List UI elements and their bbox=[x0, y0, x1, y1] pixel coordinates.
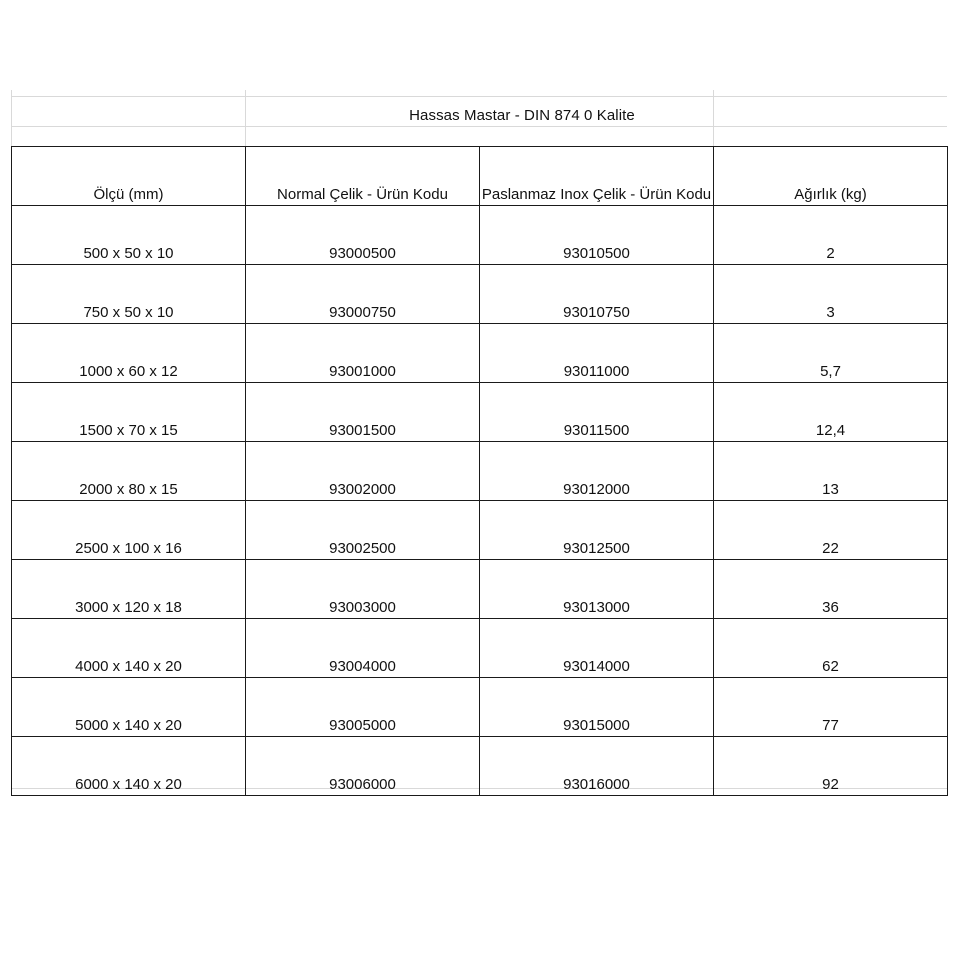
cell-normal-steel-code: 93003000 bbox=[246, 560, 480, 619]
cell-stainless-steel-code: 93010750 bbox=[480, 265, 714, 324]
cell-stainless-steel-code: 93016000 bbox=[480, 737, 714, 796]
cell-size: 3000 x 120 x 18 bbox=[12, 560, 246, 619]
sheet-gridline bbox=[11, 126, 947, 127]
table-row bbox=[12, 560, 948, 619]
header-normal-steel-code: Normal Çelik - Ürün Kodu bbox=[246, 147, 480, 206]
sheet-gridline bbox=[11, 90, 12, 146]
table-row bbox=[12, 383, 948, 442]
cell-normal-steel-code: 93002500 bbox=[246, 501, 480, 560]
cell-size: 500 x 50 x 10 bbox=[12, 206, 246, 265]
table-row bbox=[12, 501, 948, 560]
cell-normal-steel-code: 93002000 bbox=[246, 442, 480, 501]
table-row bbox=[12, 678, 948, 737]
table-row bbox=[12, 619, 948, 678]
cell-size: 5000 x 140 x 20 bbox=[12, 678, 246, 737]
cell-stainless-steel-code: 93010500 bbox=[480, 206, 714, 265]
table-row bbox=[12, 265, 948, 324]
table-row bbox=[12, 737, 948, 796]
cell-weight: 77 bbox=[714, 678, 948, 737]
cell-stainless-steel-code: 93012000 bbox=[480, 442, 714, 501]
cell-normal-steel-code: 93000500 bbox=[246, 206, 480, 265]
cell-normal-steel-code: 93006000 bbox=[246, 737, 480, 796]
cell-stainless-steel-code: 93012500 bbox=[480, 501, 714, 560]
cell-weight: 36 bbox=[714, 560, 948, 619]
product-spec-table bbox=[11, 146, 948, 796]
cell-stainless-steel-code: 93011500 bbox=[480, 383, 714, 442]
cell-weight: 12,4 bbox=[714, 383, 948, 442]
cell-size: 1000 x 60 x 12 bbox=[12, 324, 246, 383]
cell-stainless-steel-code: 93011000 bbox=[480, 324, 714, 383]
sheet-gridline bbox=[11, 96, 947, 97]
cell-weight: 2 bbox=[714, 206, 948, 265]
header-stainless-steel-code: Paslanmaz Inox Çelik - Ürün Kodu bbox=[480, 147, 714, 206]
cell-weight: 5,7 bbox=[714, 324, 948, 383]
table-row bbox=[12, 206, 948, 265]
cell-normal-steel-code: 93000750 bbox=[246, 265, 480, 324]
cell-size: 2500 x 100 x 16 bbox=[12, 501, 246, 560]
table-row bbox=[12, 442, 948, 501]
cell-normal-steel-code: 93004000 bbox=[246, 619, 480, 678]
cell-size: 1500 x 70 x 15 bbox=[12, 383, 246, 442]
cell-size: 6000 x 140 x 20 bbox=[12, 737, 246, 796]
cell-normal-steel-code: 93001500 bbox=[246, 383, 480, 442]
cell-weight: 13 bbox=[714, 442, 948, 501]
cell-weight: 3 bbox=[714, 265, 948, 324]
table-header-row bbox=[12, 147, 948, 206]
cell-size: 2000 x 80 x 15 bbox=[12, 442, 246, 501]
cell-stainless-steel-code: 93014000 bbox=[480, 619, 714, 678]
cell-weight: 92 bbox=[714, 737, 948, 796]
cell-weight: 22 bbox=[714, 501, 948, 560]
sheet-title: Hassas Mastar - DIN 874 0 Kalite bbox=[409, 107, 635, 124]
cell-normal-steel-code: 93005000 bbox=[246, 678, 480, 737]
table-row bbox=[12, 324, 948, 383]
header-size: Ölçü (mm) bbox=[12, 147, 246, 206]
cell-stainless-steel-code: 93015000 bbox=[480, 678, 714, 737]
cell-size: 750 x 50 x 10 bbox=[12, 265, 246, 324]
cell-stainless-steel-code: 93013000 bbox=[480, 560, 714, 619]
cell-normal-steel-code: 93001000 bbox=[246, 324, 480, 383]
cell-weight: 62 bbox=[714, 619, 948, 678]
header-weight: Ağırlık (kg) bbox=[714, 147, 948, 206]
cell-size: 4000 x 140 x 20 bbox=[12, 619, 246, 678]
